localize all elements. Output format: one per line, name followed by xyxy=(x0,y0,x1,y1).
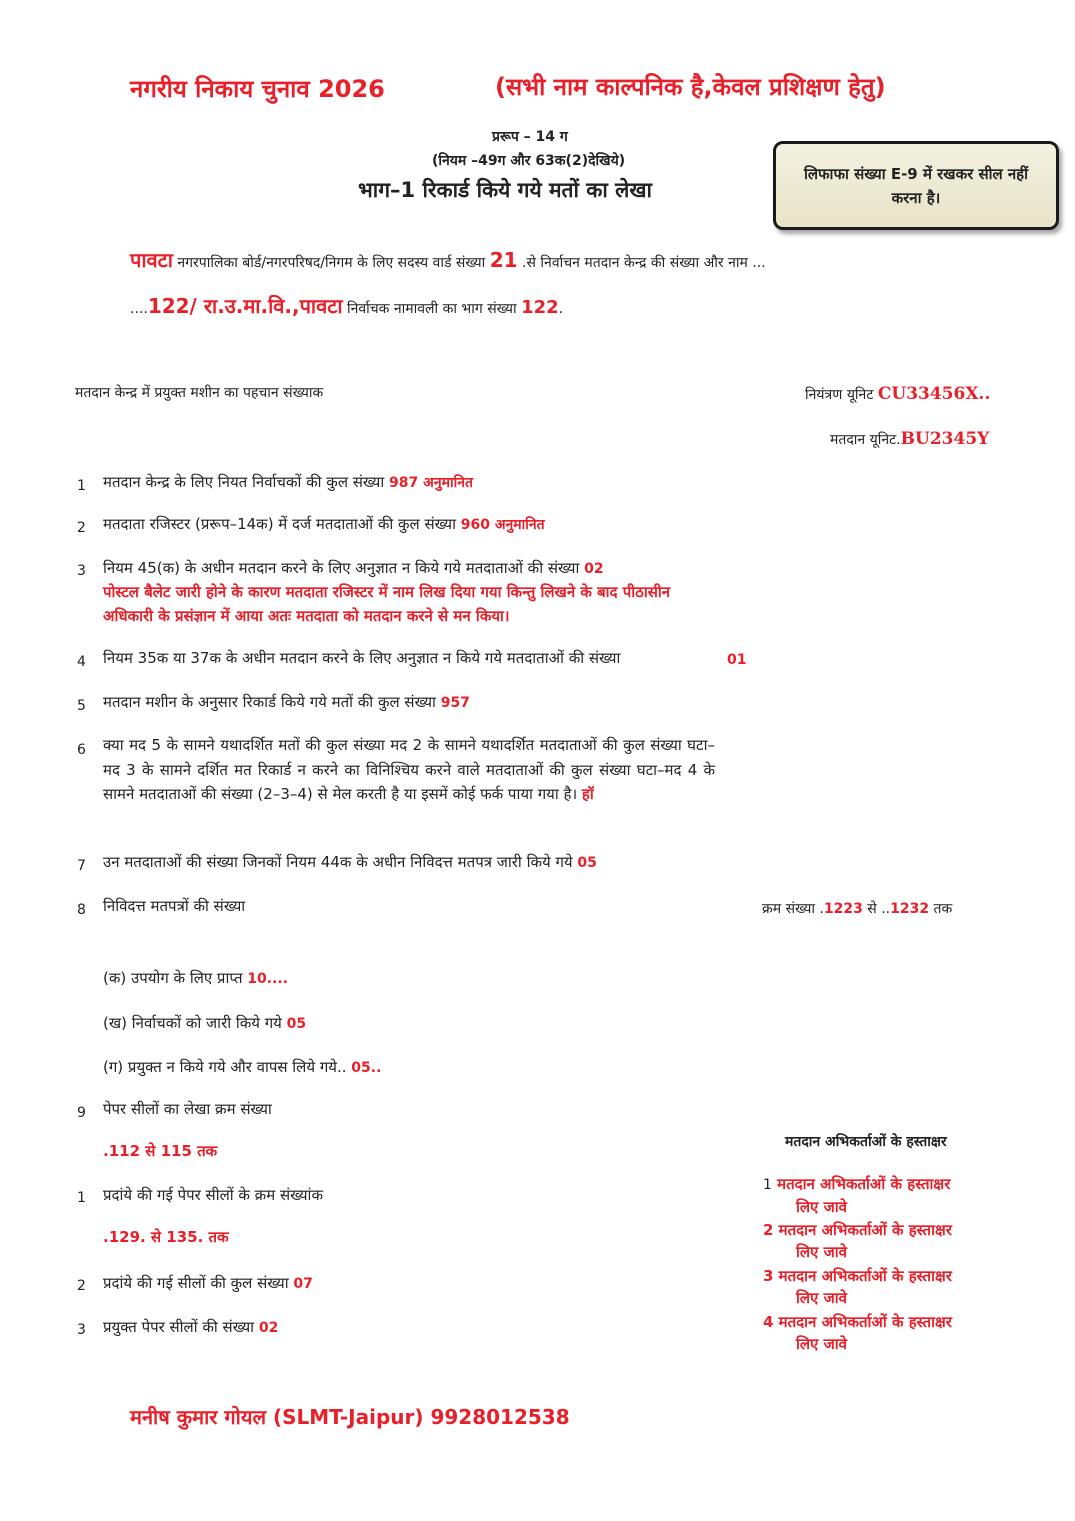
agent-3-number: 3 xyxy=(763,1267,774,1285)
part-number: 122 xyxy=(521,297,559,318)
item-8a xyxy=(103,966,288,991)
item-3-number: 3 xyxy=(77,563,86,579)
item-7-value: 05 xyxy=(577,855,597,871)
ward-number: 21 xyxy=(489,248,518,272)
item-8a-text: (क) उपयोग के लिए प्राप्त xyxy=(103,969,248,987)
item-3 xyxy=(103,556,604,581)
item-3-text: नियम 45(क) के अधीन मतदान करने के लिए अनुज्ञात न किये गये मतदाताओं की संख्या xyxy=(103,559,585,577)
item-8a-value: 10.... xyxy=(247,971,289,987)
control-unit-label: नियंत्रण यूनिट xyxy=(805,387,878,403)
item-5-number: 5 xyxy=(77,698,86,714)
item-7 xyxy=(103,850,597,875)
item-3-note: पोस्टल बैलेट जारी होने के कारण मतदाता रजिस्टर में नाम लिख दिया गया किन्तु लिखने के बाद पीठासीन अधिकारी के प्रसंज्ञान में आया अतः मतदाता को मतदान करने से मन किया। xyxy=(103,583,671,625)
item-4-text: नियम 35क या 37क के अधीन मतदान करने के लिए अनुज्ञात न किये गये मतदाताओं की संख्या xyxy=(103,649,621,667)
item-2-value: 960 अनुमानित xyxy=(460,517,545,533)
seal-3-text: प्रयुक्त पेपर सीलों की संख्या xyxy=(103,1318,259,1336)
intro-line1-tail: .से निर्वाचन मतदान केन्द्र की संख्या और नाम ... xyxy=(517,255,766,271)
seal-3-value: 02 xyxy=(258,1320,279,1336)
envelope-note: लिफाफा संख्या E-9 में रखकर सील नहीं करना है। xyxy=(803,164,1029,207)
item-9-value: .112 से 115 तक xyxy=(103,1142,218,1160)
seal-3-number: 3 xyxy=(77,1322,86,1338)
envelope-note-box xyxy=(773,141,1059,230)
agent-4-line1: मतदान अभिकर्ताओं के हस्ताक्षर xyxy=(773,1313,952,1331)
item-6 xyxy=(103,733,715,807)
agents-heading: मतदान अभिकर्ताओं के हस्ताक्षर xyxy=(785,1134,947,1150)
item-1-text: मतदान केन्द्र के लिए नियत निर्वाचकों की कुल संख्या xyxy=(103,473,390,491)
item-8b-text: (ख) निर्वाचकों को जारी किये गये xyxy=(103,1014,287,1032)
agent-4-number: 4 xyxy=(763,1313,774,1331)
item-8c-text: (ग) प्रयुक्त न किये गये और वापस लिये गये.. xyxy=(103,1058,352,1076)
item-9-number: 9 xyxy=(77,1105,86,1121)
title-right: (सभी नाम काल्पनिक है,केवल प्रशिक्षण हेतु) xyxy=(495,73,886,101)
agent-3-line1: मतदान अभिकर्ताओं के हस्ताक्षर xyxy=(773,1267,952,1285)
item-3-value: 02 xyxy=(584,561,604,577)
ballot-unit-label: मतदान यूनिट. xyxy=(830,432,901,448)
agent-4 xyxy=(763,1311,952,1355)
place-name: पावटा xyxy=(130,248,173,272)
agent-1-line2: लिए जावे xyxy=(796,1198,847,1216)
item-2-text: मतदाता रजिस्टर (प्ररूप–14क) में दर्ज मतदाताओं की कुल संख्या xyxy=(103,515,461,533)
item-6-value: हॉ xyxy=(581,785,594,803)
seal-3 xyxy=(103,1315,278,1340)
seal-1-number: 1 xyxy=(77,1190,86,1206)
intro-line1-text: नगरपालिका बोर्ड/नगरपरिषद/निगम के लिए सदस्य वार्ड संख्या xyxy=(172,255,490,271)
ballot-unit-value: BU2345Y xyxy=(900,429,990,449)
intro-line2-tail: . xyxy=(558,301,564,317)
intro-line-1 xyxy=(130,246,766,273)
intro-line2-prefix: .... xyxy=(130,301,148,317)
ballot-unit xyxy=(830,429,989,449)
item-8c-value: 05.. xyxy=(351,1060,382,1076)
item-4-number: 4 xyxy=(77,654,86,670)
item-8-serial-mid: से .. xyxy=(862,901,891,917)
form-rule: (नियम –49ग और 63क(2)देखिये) xyxy=(432,153,626,169)
machine-label: मतदान केन्द्र में प्रयुक्त मशीन का पहचान संख्याक xyxy=(75,385,324,401)
item-1-number: 1 xyxy=(77,478,86,494)
item-5-value: 957 xyxy=(440,695,470,711)
item-8-serial-to: 1232 xyxy=(890,901,930,917)
seal-1-value: .129. से 135. तक xyxy=(103,1228,229,1246)
control-unit xyxy=(805,384,990,404)
agent-2-number: 2 xyxy=(763,1221,774,1239)
footer-credit: मनीष कुमार गोयल (SLMT-Jaipur) 9928012538 xyxy=(130,1405,570,1429)
item-9-text: पेपर सीलों का लेखा क्रम संख्या xyxy=(103,1100,272,1118)
item-8-text: निविदत्त मतपत्रों की संख्या xyxy=(103,897,246,915)
item-6-text: क्या मद 5 के सामने यथादर्शित मतों की कुल संख्या मद 2 के सामने यथादर्शित मतदाताओं की कुल संख्या घटा–मद 3 के सामने दर्शित मत रिकार्ड न करने का विनिश्चिय करने वाले मतदाताओं की कुल संख्या घटा–मद 4 के सामने मतदाताओं की संख्या (2–3–4) से मेल करती है या इसमें कोई फर्क पाया गया है। xyxy=(103,736,715,803)
agent-3-line2: लिए जावे xyxy=(796,1289,847,1307)
item-5-text: मतदान मशीन के अनुसार रिकार्ड किये गये मतों की कुल संख्या xyxy=(103,693,441,711)
seal-2-value: 07 xyxy=(293,1276,313,1292)
agent-4-line2: लिए जावे xyxy=(796,1335,847,1353)
control-unit-value: CU33456X.. xyxy=(877,384,991,404)
agent-1 xyxy=(763,1173,950,1218)
agent-3 xyxy=(763,1265,952,1309)
agent-2-line2: लिए जावे xyxy=(796,1243,847,1261)
agent-2 xyxy=(763,1219,952,1263)
seal-2-text: प्रदांये की गई सीलों की कुल संख्या xyxy=(103,1274,294,1292)
item-8-number: 8 xyxy=(77,902,86,918)
part-title: भाग–1 रिकार्ड किये गये मतों का लेखा xyxy=(358,178,652,202)
item-4-value: 01 xyxy=(727,652,747,668)
item-8-serial xyxy=(762,899,952,918)
item-8b xyxy=(103,1011,306,1036)
agent-2-line1: मतदान अभिकर्ताओं के हस्ताक्षर xyxy=(773,1221,952,1239)
title-left: नगरीय निकाय चुनाव 2026 xyxy=(130,75,385,103)
item-5 xyxy=(103,690,470,715)
item-7-text: उन मतदाताओं की संख्या जिनकों नियम 44क के अधीन निविदत्त मतपत्र जारी किये गये xyxy=(103,853,578,871)
item-8-serial-prefix: क्रम संख्या . xyxy=(762,901,824,917)
item-1-value: 987 अनुमानित xyxy=(389,475,473,491)
agent-1-line1: मतदान अभिकर्ताओं के हस्ताक्षर xyxy=(771,1175,951,1193)
item-8c xyxy=(103,1055,381,1080)
item-6-number: 6 xyxy=(77,742,86,758)
form-number: प्ररूप – 14 ग xyxy=(492,129,568,145)
intro-line2-text: निर्वाचक नामावली का भाग संख्या xyxy=(342,301,522,317)
intro-line-2 xyxy=(130,292,563,319)
seal-2 xyxy=(103,1271,313,1296)
item-8-serial-from: 1223 xyxy=(823,901,863,917)
item-8b-value: 05 xyxy=(286,1016,307,1032)
agent-1-number: 1 xyxy=(763,1177,772,1193)
item-7-number: 7 xyxy=(77,858,86,874)
seal-2-number: 2 xyxy=(77,1278,86,1294)
booth-name: 122/ रा.उ.मा.वि.,पावटा xyxy=(147,294,343,318)
item-2-number: 2 xyxy=(77,520,86,536)
item-1 xyxy=(103,470,473,495)
item-8-serial-tail: तक xyxy=(929,901,953,917)
seal-1-text: प्रदांये की गई पेपर सीलों के क्रम संख्यांक xyxy=(103,1186,323,1204)
item-2 xyxy=(103,512,545,537)
